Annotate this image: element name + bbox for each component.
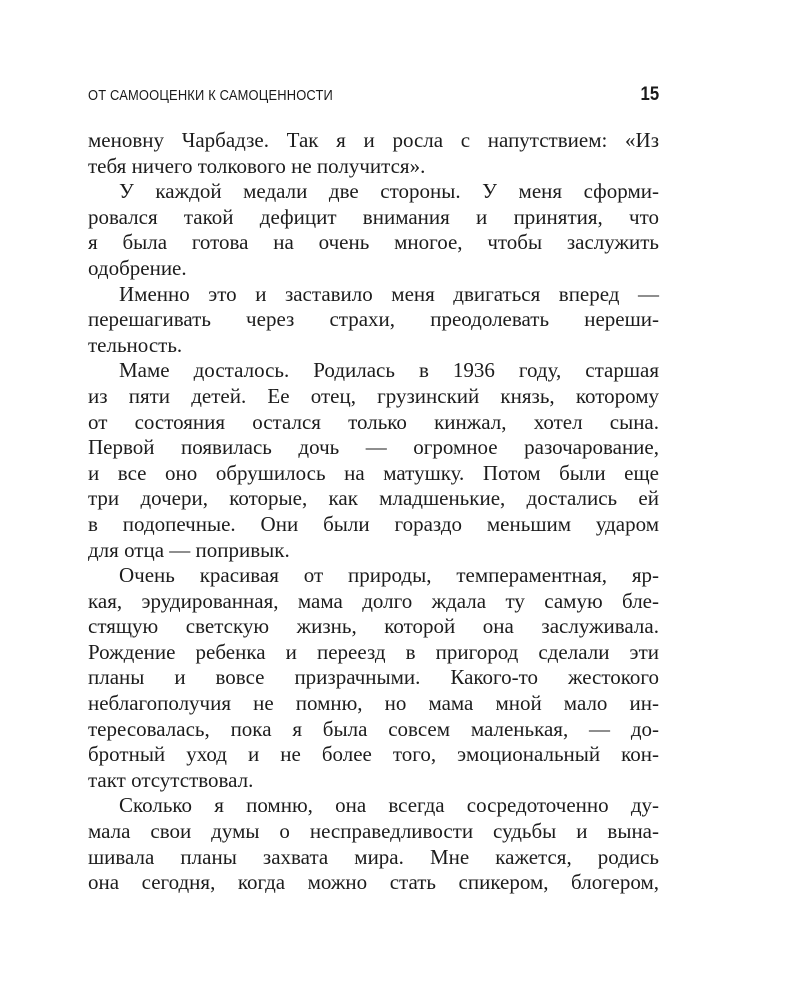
text-line: такт отсутствовал. (88, 767, 254, 792)
text-line: и все оно обрушилось на матушку. Потом были еще (88, 460, 659, 485)
text-line: одобрение. (88, 255, 187, 280)
text-line: перешагивать через страхи, преодолевать нереши- (88, 307, 659, 332)
text-line: планы и вовсе призрачными. Какого-то жестокого (88, 665, 659, 690)
text-line: стящую светскую жизнь, которой она заслуживала. (88, 614, 659, 639)
running-title: ОТ САМООЦЕНКИ К САМОЦЕННОСТИ (88, 87, 333, 104)
text-line: кая, эрудированная, мама долго ждала ту самую бле- (88, 588, 659, 613)
text-line: У каждой медали две стороны. У меня сформи- (119, 179, 659, 204)
body-text (88, 128, 659, 896)
text-line: для отца — попривык. (88, 537, 290, 562)
text-line: ровался такой дефицит внимания и принятия, что (88, 204, 659, 229)
text-line: тересовалась, пока я была совсем маленькая, — до- (88, 716, 659, 741)
text-line: бротный уход и не более того, эмоциональный кон- (88, 742, 659, 767)
text-line: из пяти детей. Ее отец, грузинский князь, которому (88, 383, 659, 408)
text-line: меновну Чарбадзе. Так я и росла с напутствием: «Из (88, 128, 659, 152)
text-line: я была готова на очень многое, чтобы заслужить (88, 230, 659, 255)
text-line: Именно это и заставило меня двигаться вперед — (119, 281, 659, 306)
text-line: Рождение ребенка и переезд в пригород сделали эти (88, 639, 659, 664)
text-line: от состояния остался только кинжал, хотел сына. (88, 409, 659, 434)
text-line: тельность. (88, 332, 183, 357)
text-line: шивала планы захвата мира. Мне кажется, родись (88, 844, 659, 869)
text-line: Первой появилась дочь — огромное разочарование, (88, 435, 659, 460)
text-line: тебя ничего толкового не получится». (88, 153, 426, 178)
text-line: мала свои думы о несправедливости судьбы и вына- (88, 819, 659, 844)
text-line: Очень красивая от природы, темпераментная, яр- (119, 563, 659, 588)
text-line: Сколько я помню, она всегда сосредоточенно ду- (119, 793, 659, 818)
text-line: неблагополучия не помню, но мама мной мало ин- (88, 691, 659, 716)
text-line: в подопечные. Они были гораздо меньшим ударом (88, 511, 659, 536)
text-line: три дочери, которые, как младшенькие, достались ей (88, 486, 659, 511)
text-line: она сегодня, когда можно стать спикером, блогером, (88, 870, 659, 895)
page-number: 15 (640, 84, 659, 105)
text-line: Маме досталось. Родилась в 1936 году, старшая (119, 358, 659, 383)
